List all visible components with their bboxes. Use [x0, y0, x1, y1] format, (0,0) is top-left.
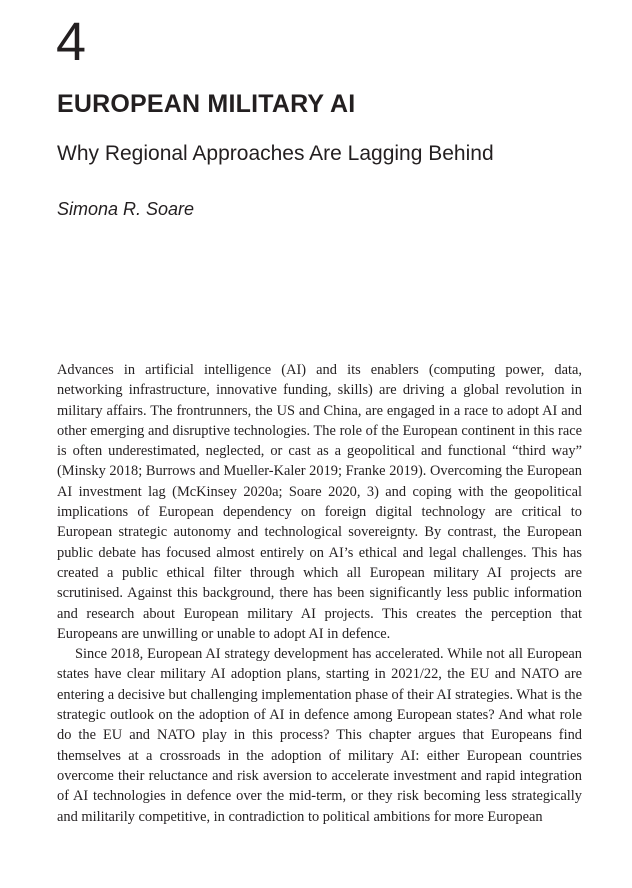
chapter-author: Simona R. Soare — [57, 199, 195, 219]
chapter-title: EUROPEAN MILITARY AI — [57, 90, 356, 118]
body-text — [57, 360, 582, 827]
chapter-subtitle: Why Regional Approaches Are Lagging Behind — [57, 142, 494, 165]
paragraph: Since 2018, European AI strategy development has accelerated. While not all European states have clear military AI adoption plans, starting in 2021/22, the EU and NATO are entering a decisive but challenging implementation phase of their AI strategies. What is the strategic outlook on the adoption of AI in defence among European states? And what role do the EU and NATO play in this process? This chapter argues that Europeans find themselves at a crossroads in the adoption of military AI: either European countries overcome their reluctance and risk aversion to accelerate investment and rapid integration of AI technologies in defence over the mid-term, or they risk becoming less strategically and militarily competitive, in contradiction to political ambitions for more European — [57, 646, 582, 825]
chapter-number: 4 — [56, 12, 87, 72]
paragraph: Advances in artificial intelligence (AI) and its enablers (computing power, data, networking infrastructure, innovative funding, skills) are driving a global revolution in military affairs. The frontrunners, the US and China, are engaged in a race to adopt AI and other emerging and disruptive technologies. The role of the European continent in this race is often underestimated, neglected, or cast as a geopolitical and functional “third way” (Minsky 2018; Burrows and Mueller-Kaler 2019; Franke 2019). Overcoming the European AI investment lag (McKinsey 2020a; Soare 2020, 3) and coping with the geopolitical implications of European dependency on foreign digital technology are critical to European strategic autonomy and technological sovereignty. By contrast, the European public debate has focused almost entirely on AI’s ethical and legal challenges. This has created a public ethical filter through which all European military AI projects are scrutinised. Against this background, there has been significantly less public information and research about European military AI projects. This creates the perception that Europeans are unwilling or unable to adopt AI in defence. — [57, 362, 582, 642]
